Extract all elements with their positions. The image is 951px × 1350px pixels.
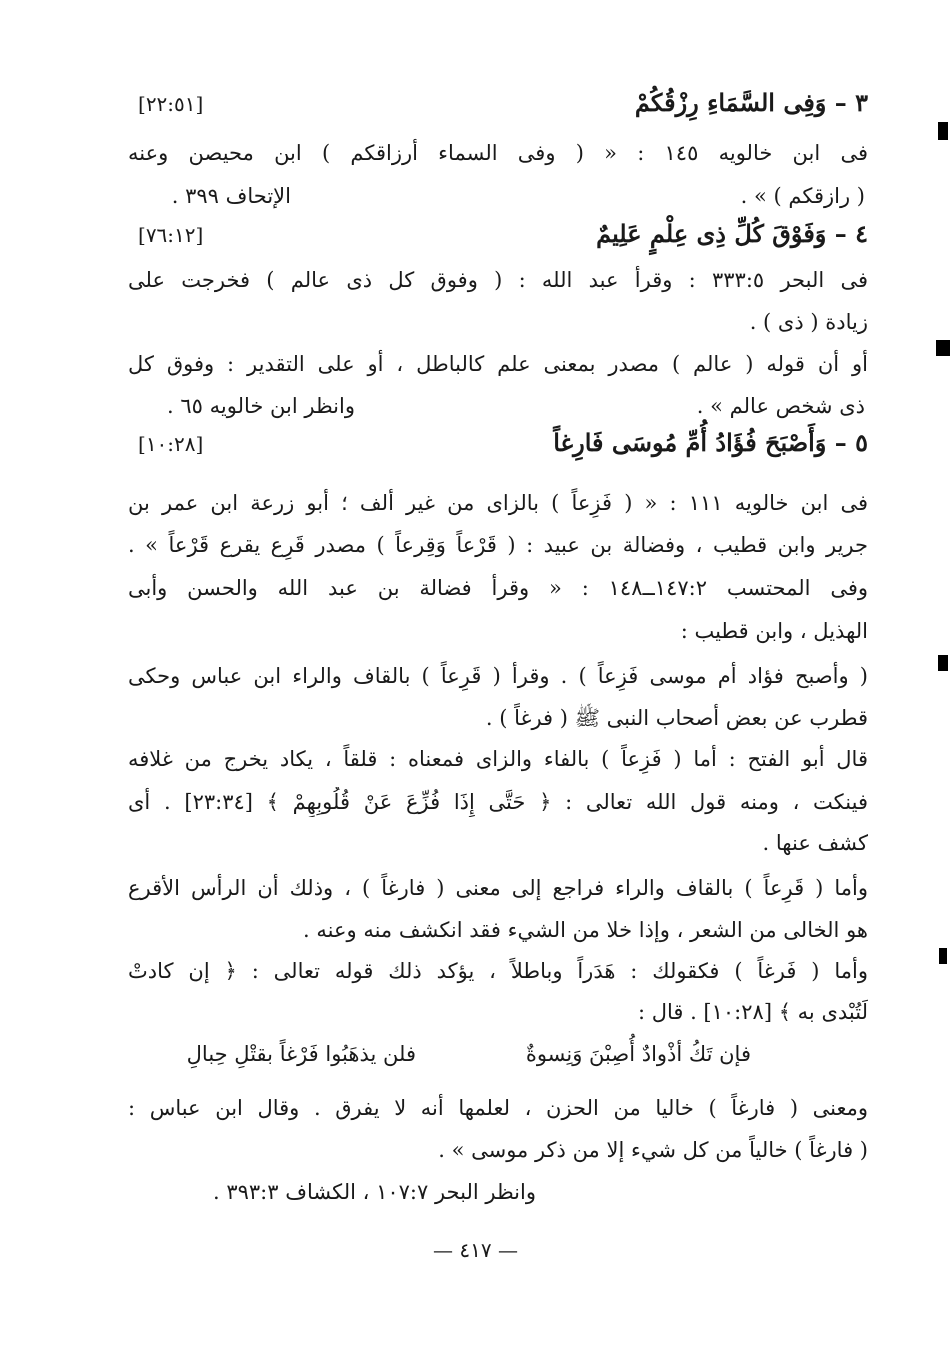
body-line: أو أن قوله ( عالم ) مصدر بمعنى علم كالباطل ، أو على التقدير : وفوق كل — [128, 352, 868, 376]
body-line: وفى المحتسب ١٤٧:٢ــ١٤٨ : « وقرأ فضالة بن عبد الله والحسن وأبى — [128, 576, 868, 600]
body-line: لَتُبْدى به ﴾ [١٠:٢٨] . قال : — [637, 1000, 868, 1024]
verse-reference: [٧٦:١٢] — [138, 223, 204, 247]
entry-3-heading — [128, 88, 868, 122]
body-line: ومعنى ( فارغاً ) خاليا من الحزن ، لعلمها أنه لا يفرق . وقال ابن عباس : — [128, 1096, 868, 1120]
scan-edge-mark — [938, 655, 948, 671]
verse-text: ٥ – وَأَصْبَحَ فُؤَادُ أُمِّ مُوسَى فَارِغاً — [553, 428, 868, 457]
entry-5-heading — [128, 428, 868, 462]
verse-reference: [١٠:٢٨] — [138, 432, 204, 456]
reference-note: وانظر ابن خالويه ٦٥ . — [167, 394, 355, 418]
body-line: ( فارغاً ) خالياً من كل شيء إلا من ذكر موسى » . — [438, 1138, 868, 1162]
poem-first-hemistich: فإن تَكُ أذْوادٌ أُصِبْنَ وَنِسوةٌ — [525, 1042, 751, 1066]
poem-second-hemistich: فلن يذهَبُوا فَرْغاً بقتْلِ حِبالِ — [186, 1042, 416, 1066]
reference-note: الإتحاف ٣٩٩ . — [171, 184, 291, 208]
body-line: ذى شخص عالم » . — [696, 394, 865, 418]
body-line: جرير وابن قطيب ، وفضالة بن عبيد : ( قَرْعاً وَقِرعاً ) مصدر قَرِع يقرع قَرْعاً » . — [128, 533, 868, 557]
page-number: — ٤١٧ — — [433, 1238, 518, 1262]
verse-reference: [٢٢:٥١] — [138, 92, 204, 116]
body-line: قال أبو الفتح : أما ( فَزِعاً ) بالفاء والزاى فمعناه : قلقاً ، يكاد يخرج من غلافه — [128, 747, 868, 771]
scan-edge-mark — [936, 340, 950, 356]
body-line: فينكت ، ومنه قول الله تعالى : ﴿ حَتَّى إِذَا فُزِّعَ عَنْ قُلُوبِهِمْ ﴾ [٢٣:٣٤] . أى — [128, 790, 868, 814]
body-line: ( رازقكم ) » . — [740, 184, 865, 208]
body-line: وأما ( قَرِعاً ) بالقاف والراء فراجع إلى معنى ( فارغاً ) ، وذلك أن الرأس الأقرع — [128, 876, 868, 900]
body-line: زيادة ( ذى ) . — [749, 310, 868, 334]
reference-note: وانظر البحر ١٠٧:٧ ، الكشاف ٣٩٣:٣ . — [212, 1180, 536, 1204]
body-line: هو الخالى من الشعر ، وإذا خلا من الشيء فقد انكشف منه وعنه . — [303, 918, 868, 942]
body-line: فى البحر ٣٣٣:٥ : وقرأ عبد الله : ( وفوق كل ذى عالم ) فخرجت على — [128, 268, 868, 292]
verse-text: ٣ – وَفِى السَّمَاءِ رِزْقُكُمْ — [634, 88, 868, 117]
entry-4-heading — [128, 219, 868, 253]
verse-text: ٤ – وَفَوْقَ كُلِّ ذِى عِلْمٍ عَلِيمٌ — [596, 219, 868, 248]
body-line: كشف عنها . — [762, 831, 868, 855]
scan-edge-mark — [939, 948, 947, 964]
body-line: ( وأصبح فؤاد أم موسى فَزِعاً ) . وقرأ ( قَرِعاً ) بالقاف والراء ابن عباس وحكى — [128, 664, 868, 688]
body-line: فى ابن خالويه ١٤٥ : « ( وفى السماء أرزاقكم ) ابن محيصن وعنه — [128, 141, 868, 165]
body-line: فى ابن خالويه ١١١ : « ( فَزِعاً ) بالزاى من غير ألف ؛ أبو زرعة ابن عمر بن — [128, 491, 868, 515]
body-line: وأما ( فَرغاً ) فكقولك : هَدَراً وباطلاً ، يؤكد ذلك قوله تعالى : ﴿ إن كادتْ — [128, 959, 868, 983]
scan-edge-mark — [938, 122, 948, 140]
body-line: الهذيل ، وابن قطيب : — [680, 619, 868, 643]
body-line: قطرب عن بعض أصحاب النبى ﷺ ( فرغاً ) . — [485, 706, 868, 730]
